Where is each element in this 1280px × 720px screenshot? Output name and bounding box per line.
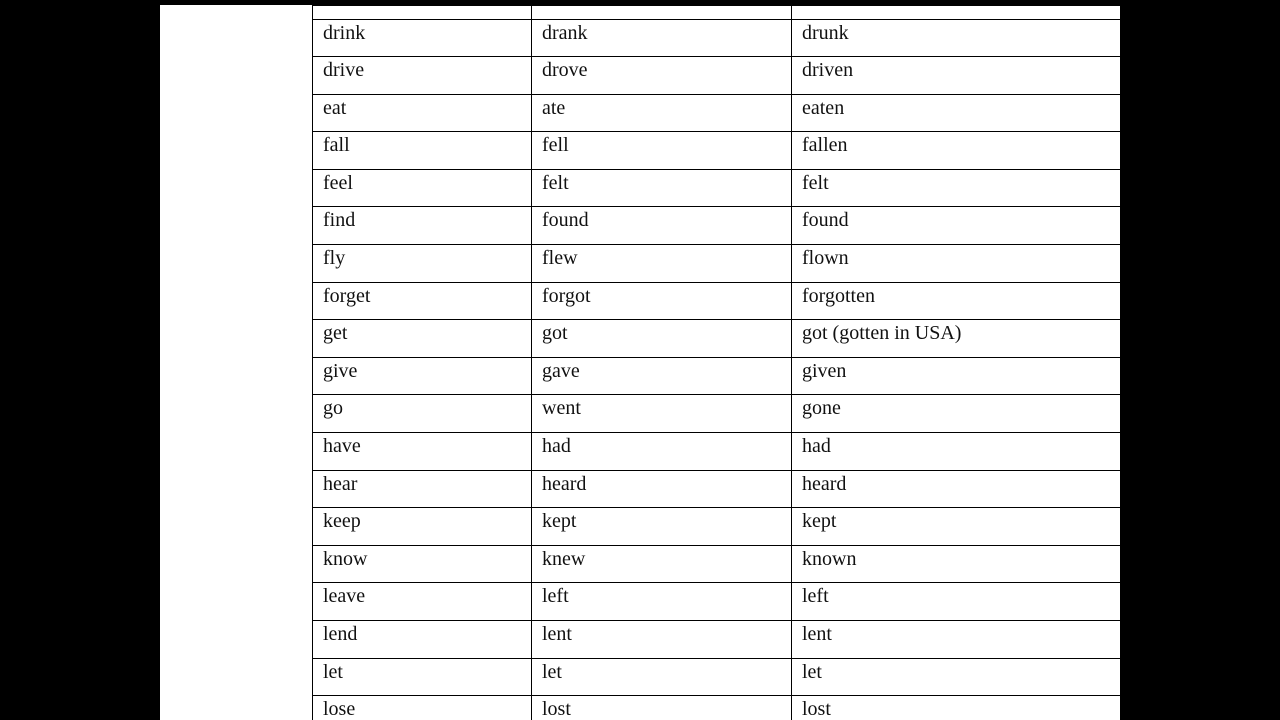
past-participle-cell: known bbox=[802, 547, 857, 570]
table-row bbox=[313, 433, 1120, 471]
table-row bbox=[313, 659, 1120, 697]
past-participle-cell: lost bbox=[802, 698, 831, 720]
table-row bbox=[313, 395, 1120, 433]
table-row bbox=[313, 471, 1120, 509]
table-row bbox=[313, 358, 1120, 396]
base-form-cell: feel bbox=[313, 170, 532, 207]
past-simple-cell: let bbox=[532, 659, 792, 696]
past-simple-cell: heard bbox=[532, 471, 792, 508]
table-cell bbox=[313, 6, 532, 19]
past-participle-cell: heard bbox=[802, 472, 847, 495]
table-row bbox=[313, 508, 1120, 546]
past-simple-cell: forgot bbox=[532, 283, 792, 320]
past-simple-cell: gave bbox=[532, 358, 792, 395]
base-form-cell: forget bbox=[313, 283, 532, 320]
base-form-cell: lend bbox=[313, 621, 532, 658]
past-participle-cell: driven bbox=[802, 59, 854, 82]
base-form-cell: have bbox=[313, 433, 532, 470]
base-form-cell: lose bbox=[313, 696, 532, 720]
base-form-cell: hear bbox=[313, 471, 532, 508]
base-form-cell: fall bbox=[313, 132, 532, 169]
past-simple-cell: kept bbox=[532, 508, 792, 545]
base-form-cell: drink bbox=[313, 20, 532, 57]
table-row bbox=[313, 57, 1120, 95]
table-row bbox=[313, 170, 1120, 208]
table-row bbox=[313, 132, 1120, 170]
past-participle-cell: felt bbox=[802, 171, 829, 194]
table-body bbox=[313, 20, 1120, 720]
base-form-cell: find bbox=[313, 207, 532, 244]
table-row bbox=[313, 696, 1120, 720]
past-simple-cell: lent bbox=[532, 621, 792, 658]
base-form-cell: fly bbox=[313, 245, 532, 282]
past-simple-cell: knew bbox=[532, 546, 792, 583]
past-participle-cell: eaten bbox=[802, 96, 845, 119]
past-simple-cell: ate bbox=[532, 95, 792, 132]
table-row bbox=[313, 583, 1120, 621]
table-cell bbox=[792, 6, 1120, 19]
base-form-cell: leave bbox=[313, 583, 532, 620]
base-form-cell: give bbox=[313, 358, 532, 395]
table-row bbox=[313, 546, 1120, 584]
past-participle-cell: found bbox=[802, 209, 849, 232]
past-participle-cell: left bbox=[802, 585, 829, 608]
past-simple-cell: flew bbox=[532, 245, 792, 282]
past-simple-cell: got bbox=[532, 320, 792, 357]
table-row bbox=[313, 20, 1120, 58]
past-participle-cell: given bbox=[802, 359, 847, 382]
irregular-verbs-table bbox=[312, 5, 1120, 720]
past-participle-cell: got (gotten in USA) bbox=[802, 322, 962, 345]
table-row bbox=[313, 283, 1120, 321]
past-simple-cell: left bbox=[532, 583, 792, 620]
base-form-cell: let bbox=[313, 659, 532, 696]
base-form-cell: get bbox=[313, 320, 532, 357]
past-participle-cell: lent bbox=[802, 623, 832, 645]
past-participle-cell: had bbox=[802, 435, 831, 458]
table-row bbox=[313, 207, 1120, 245]
past-simple-cell: went bbox=[532, 395, 792, 432]
past-simple-cell: drove bbox=[532, 57, 792, 94]
table-row bbox=[313, 245, 1120, 283]
table-row bbox=[313, 320, 1120, 358]
past-participle-cell: gone bbox=[802, 397, 841, 420]
table-row bbox=[313, 621, 1120, 659]
past-participle-cell: forgotten bbox=[802, 284, 875, 307]
past-simple-cell: felt bbox=[532, 170, 792, 207]
past-participle-cell: flown bbox=[802, 247, 849, 270]
base-form-cell: drive bbox=[313, 57, 532, 94]
past-participle-cell: drunk bbox=[802, 21, 849, 44]
document-page bbox=[160, 5, 1120, 720]
past-simple-cell: drank bbox=[532, 20, 792, 57]
past-simple-cell: fell bbox=[532, 132, 792, 169]
past-simple-cell: lost bbox=[532, 696, 792, 720]
base-form-cell: keep bbox=[313, 508, 532, 545]
table-row bbox=[313, 95, 1120, 133]
base-form-cell: go bbox=[313, 395, 532, 432]
base-form-cell: know bbox=[313, 546, 532, 583]
past-simple-cell: had bbox=[532, 433, 792, 470]
table-cell bbox=[532, 6, 792, 19]
past-simple-cell: found bbox=[532, 207, 792, 244]
past-participle-cell: kept bbox=[802, 510, 837, 533]
table-row-partial bbox=[313, 6, 1120, 20]
past-participle-cell: fallen bbox=[802, 134, 848, 157]
past-participle-cell: let bbox=[802, 660, 822, 683]
base-form-cell: eat bbox=[313, 95, 532, 132]
